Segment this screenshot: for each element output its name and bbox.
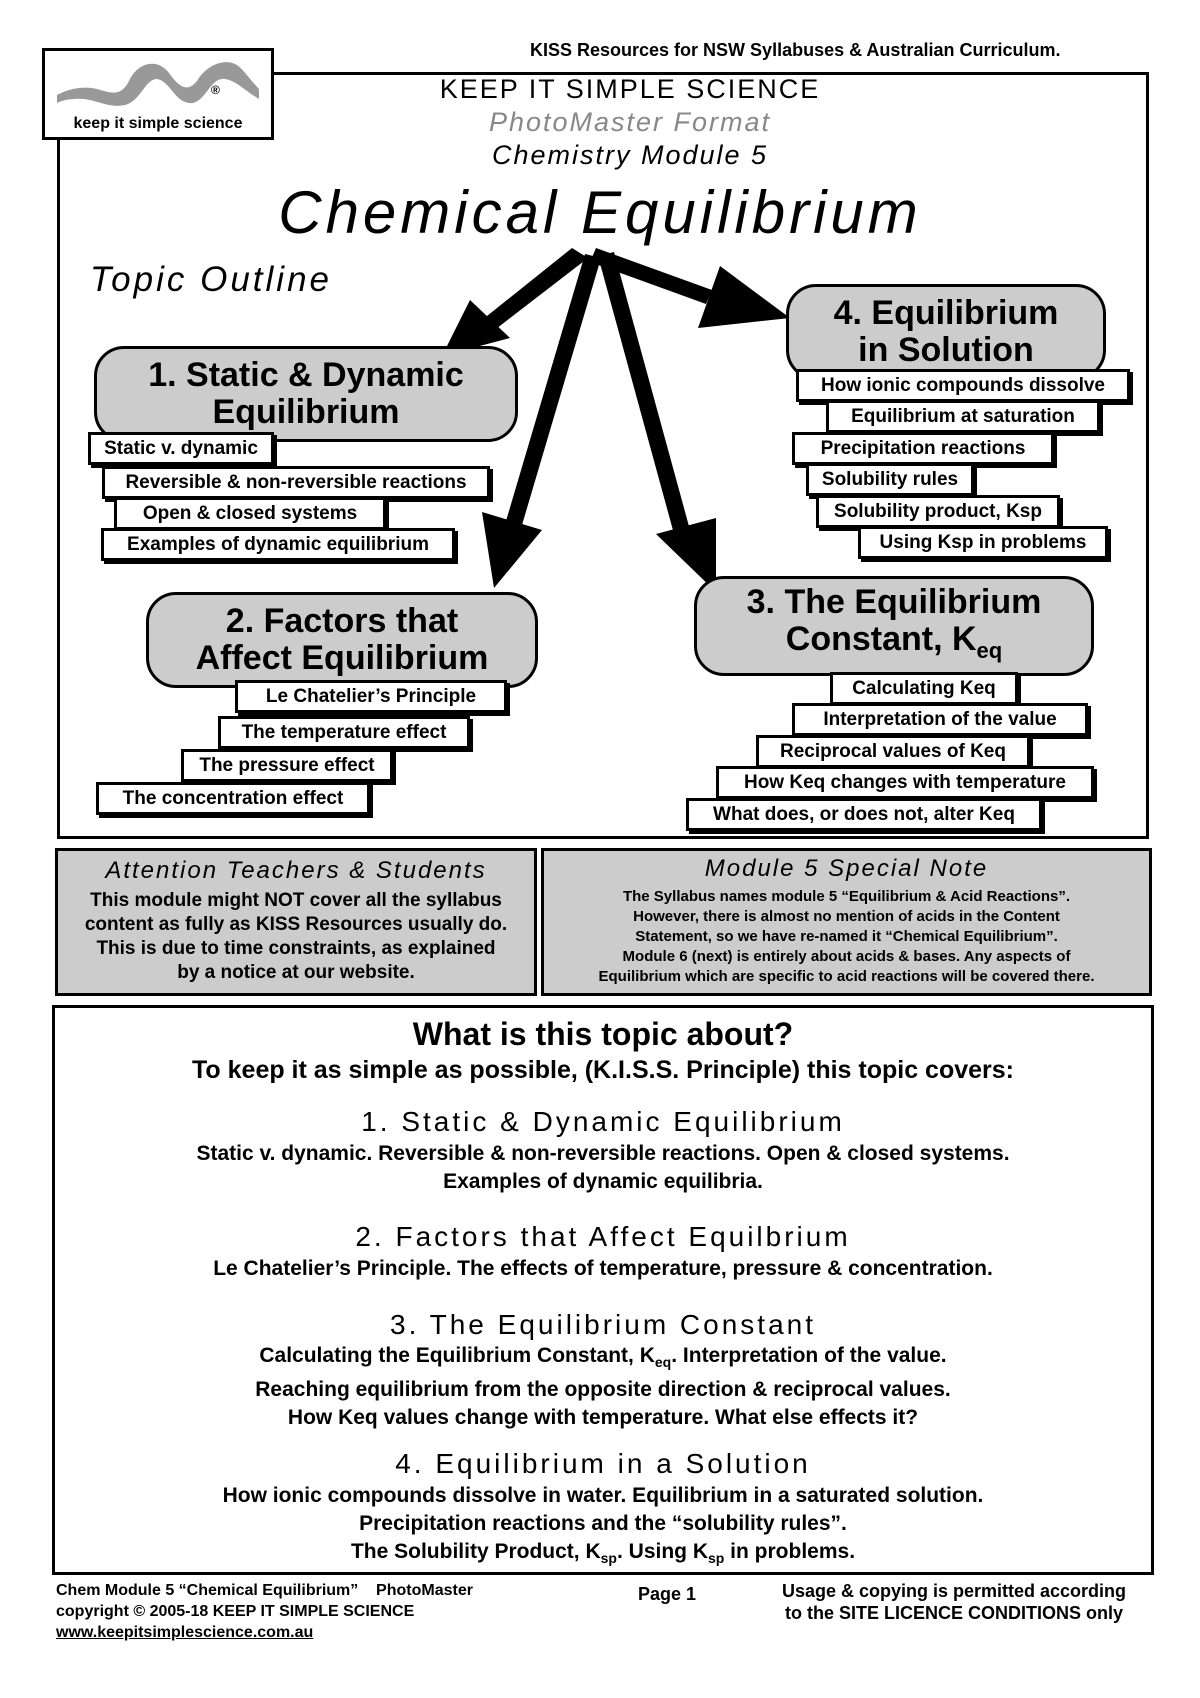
topic-4-title xyxy=(786,284,1106,380)
topic-4-title-line-1: 4. Equilibrium xyxy=(833,294,1059,332)
about-section-3-line: Reaching equilibrium from the opposite direction & reciprocal values. xyxy=(255,1378,951,1402)
logo-reg-mark: ® xyxy=(211,83,220,97)
topic-3-item: Calculating Keq xyxy=(830,672,1018,705)
about-heading: What is this topic about? xyxy=(412,1016,794,1052)
footer-left xyxy=(56,1580,473,1643)
topic-1-item: Examples of dynamic equilibrium xyxy=(101,528,455,561)
about-section-4-line-3a: The Solubility Product, K xyxy=(350,1540,601,1563)
topic-2-item: The pressure effect xyxy=(181,749,393,782)
attention-line: This module might NOT cover all the syllabus xyxy=(90,890,502,911)
header-text: KISS Resources for NSW Syllabuses & Australian Curriculum. xyxy=(530,40,1061,60)
footer-website-link[interactable]: www.keepitsimplescience.com.au xyxy=(56,1624,314,1641)
about-section-2-title: 2. Factors that Affect Equilbrium xyxy=(355,1221,851,1252)
attention-panel xyxy=(55,848,537,996)
about-section-4-line-3-sub2: sp xyxy=(708,1550,725,1567)
topic-3-item: Reciprocal values of Keq xyxy=(756,735,1030,768)
topic-1-item: Reversible & non-reversible reactions xyxy=(102,466,490,499)
about-section-4-line-3-sub1: sp xyxy=(600,1550,617,1567)
topic-3-item: Interpretation of the value xyxy=(792,703,1088,736)
special-note-panel xyxy=(541,848,1152,996)
topic-4-item: Solubility product, Ksp xyxy=(816,495,1060,528)
logo-text: keep it simple science xyxy=(73,115,243,132)
special-note-line: Statement, so we have re-named it “Chemical Equilibrium”. xyxy=(635,928,1058,945)
footer-licence-line: Usage & copying is permitted according xyxy=(781,1581,1127,1601)
topic-4-item: Equilibrium at saturation xyxy=(826,400,1100,433)
special-note-line: However, there is almost no mention of acids in the Content xyxy=(633,908,1060,925)
topic-3-title-line-2 xyxy=(697,621,1091,669)
topic-2-title-line-2: Affect Equilibrium xyxy=(195,639,489,677)
topic-4-item: Using Ksp in problems xyxy=(858,526,1108,559)
topic-outline-heading: Topic Outline xyxy=(90,260,332,299)
about-subheading: To keep it as simple as possible, (K.I.S.S. Principle) this topic covers: xyxy=(192,1056,1014,1084)
topic-3-title xyxy=(694,576,1094,676)
about-section-4-title: 4. Equilibrium in a Solution xyxy=(395,1448,811,1479)
topic-1-title-line-2: Equilibrium xyxy=(212,393,400,431)
topic-2-item: Le Chatelier’s Principle xyxy=(235,680,507,713)
topic-3-title-k: Constant, K xyxy=(785,619,977,658)
topic-2-title xyxy=(146,592,538,688)
topic-3-item: How Keq changes with temperature xyxy=(716,766,1094,799)
about-section-3-line-1-sub: eq xyxy=(654,1354,672,1371)
about-section-3-title: 3. The Equilibrium Constant xyxy=(390,1309,816,1340)
arrow-to-topic-3 xyxy=(598,252,716,592)
page-title: Chemical Equilibrium xyxy=(278,179,922,246)
topic-4-title-line-2: in Solution xyxy=(858,331,1034,369)
topic-4-item: How ionic compounds dissolve xyxy=(796,369,1130,402)
about-section-4-line xyxy=(55,1538,1151,1572)
footer-right xyxy=(754,1580,1154,1624)
topic-4-item: Solubility rules xyxy=(806,463,974,496)
about-section-1-title: 1. Static & Dynamic Equilibrium xyxy=(361,1106,845,1137)
about-section-4-line-3b: . Using K xyxy=(616,1540,708,1563)
topic-3-title-sub: eq xyxy=(976,637,1003,663)
topic-2-title-line-1: 2. Factors that xyxy=(225,602,459,640)
about-section-1-line: Static v. dynamic. Reversible & non-reversible reactions. Open & closed systems. xyxy=(196,1142,1010,1165)
special-note-line: The Syllabus names module 5 “Equilibrium & Acid Reactions”. xyxy=(622,888,1071,905)
footer-copyright: copyright © 2005-18 KEEP IT SIMPLE SCIENCE xyxy=(56,1603,415,1620)
topic-1-title xyxy=(94,346,518,442)
attention-line: This is due to time constraints, as explained xyxy=(96,938,496,959)
topic-2-item: The concentration effect xyxy=(96,782,370,815)
about-section-3-line xyxy=(55,1342,1151,1376)
topic-3-title-line-1: 3. The Equilibrium xyxy=(746,582,1042,621)
about-panel xyxy=(52,1005,1154,1575)
about-section-2-line: Le Chatelier’s Principle. The effects of temperature, pressure & concentration. xyxy=(213,1257,993,1280)
about-section-1-line: Examples of dynamic equilibria. xyxy=(443,1170,763,1193)
about-section-3-line-1a: Calculating the Equilibrium Constant, K xyxy=(259,1344,655,1367)
about-section-3-line-1b: . Interpretation of the value. xyxy=(671,1344,947,1367)
special-note-line: Equilibrium which are specific to acid reactions will be covered there. xyxy=(598,968,1095,985)
about-section-4-line-3c: in problems. xyxy=(724,1540,856,1563)
kiss-title: KEEP IT SIMPLE SCIENCE xyxy=(439,74,821,104)
attention-heading: Attention Teachers & Students xyxy=(105,857,487,884)
footer-licence-line: to the SITE LICENCE CONDITIONS only xyxy=(784,1603,1123,1623)
attention-line: content as fully as KISS Resources usually do. xyxy=(84,914,508,935)
about-section-4-line: Precipitation reactions and the “solubility rules”. xyxy=(359,1512,847,1535)
topic-1-title-line-1: 1. Static & Dynamic xyxy=(148,356,464,394)
topic-1-item: Static v. dynamic xyxy=(88,432,274,465)
topic-1-item: Open & closed systems xyxy=(114,497,386,530)
topic-2-item: The temperature effect xyxy=(218,716,470,749)
photomaster-subtitle: PhotoMaster Format xyxy=(488,107,772,137)
module-subtitle: Chemistry Module 5 xyxy=(491,140,769,170)
topic-4-item: Precipitation reactions xyxy=(792,432,1054,465)
topic-3-item: What does, or does not, alter Keq xyxy=(686,798,1042,831)
special-note-heading: Module 5 Special Note xyxy=(704,855,989,882)
special-note-line: Module 6 (next) is entirely about acids & bases. Any aspects of xyxy=(622,948,1071,965)
attention-line: by a notice at our website. xyxy=(177,962,415,983)
about-section-3-line: How Keq values change with temperature. What else effects it? xyxy=(287,1406,919,1430)
about-section-4-line: How ionic compounds dissolve in water. Equilibrium in a saturated solution. xyxy=(222,1484,984,1507)
footer-module-line: Chem Module 5 “Chemical Equilibrium” PhotoMaster xyxy=(56,1582,473,1599)
footer-page-number: Page 1 xyxy=(638,1584,697,1604)
